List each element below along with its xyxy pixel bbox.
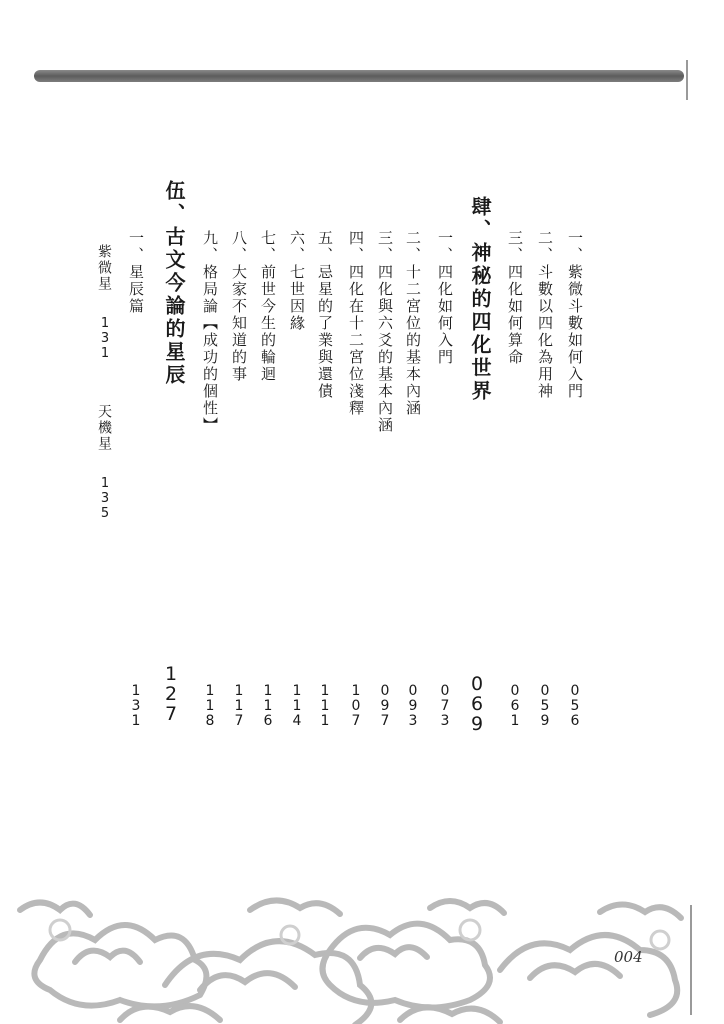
toc-entry-6[interactable]: 二、十二宮位的基本內涵 xyxy=(404,230,422,417)
star-page-tianji: 1 3 5 xyxy=(100,476,110,521)
footer-edge-rule xyxy=(690,905,692,1015)
toc-page-15: 1 3 1 xyxy=(131,683,141,729)
toc-page-7: 0 9 7 xyxy=(380,683,390,729)
toc-entry-11[interactable]: 七、前世今生的輪迴 xyxy=(259,230,277,383)
star-page-ziwei: 1 3 1 xyxy=(100,316,110,361)
toc-page-5: 0 7 3 xyxy=(440,683,450,729)
page-number: 004 xyxy=(614,948,643,966)
toc-entry-3[interactable]: 三、四化如何算命 xyxy=(506,230,524,366)
toc-page-13: 1 1 8 xyxy=(205,683,215,729)
toc-page-1: 0 5 6 xyxy=(570,683,580,729)
toc-page-2: 0 5 9 xyxy=(540,683,550,729)
toc-page-11: 1 1 6 xyxy=(263,683,273,729)
toc-entry-15[interactable]: 一、星辰篇 xyxy=(127,230,145,315)
toc-entry-1[interactable]: 一、紫微斗數如何入門 xyxy=(566,230,584,400)
toc-page-3: 0 6 1 xyxy=(510,683,520,729)
toc-entry-2[interactable]: 二、斗數以四化為用神 xyxy=(536,230,554,400)
toc-page-8: 1 0 7 xyxy=(351,683,361,729)
toc-page-12: 1 1 7 xyxy=(234,683,244,729)
toc-page-6: 0 9 3 xyxy=(408,683,418,729)
toc-entry-13[interactable]: 九、格局論【成功的個性】 xyxy=(201,230,219,434)
toc-entry-9[interactable]: 五、忌星的了業與還債 xyxy=(316,230,334,400)
toc-entry-5[interactable]: 一、四化如何入門 xyxy=(436,230,454,366)
star-entry-ziwei[interactable]: 紫微星 xyxy=(96,244,112,292)
toc-page-14: 1 2 7 xyxy=(164,663,178,725)
toc-entry-10[interactable]: 六、七世因緣 xyxy=(288,230,306,332)
toc-page-10: 1 1 4 xyxy=(292,683,302,729)
chapter-5-title[interactable]: 伍、古文今論的星辰 xyxy=(162,180,186,387)
toc-page-9: 1 1 1 xyxy=(320,683,330,729)
toc-entry-7[interactable]: 三、四化與六爻的基本內涵 xyxy=(376,230,394,434)
chapter-4-title[interactable]: 肆、神秘的四化世界 xyxy=(468,196,492,403)
toc-entry-12[interactable]: 八、大家不知道的事 xyxy=(230,230,248,383)
star-entry-tianji[interactable]: 天機星 xyxy=(96,404,112,452)
header-rule xyxy=(34,70,684,82)
toc-entry-8[interactable]: 四、四化在十二宮位淺釋 xyxy=(347,230,365,417)
right-edge-rule xyxy=(686,60,688,100)
toc-page-4: 0 6 9 xyxy=(470,673,484,735)
